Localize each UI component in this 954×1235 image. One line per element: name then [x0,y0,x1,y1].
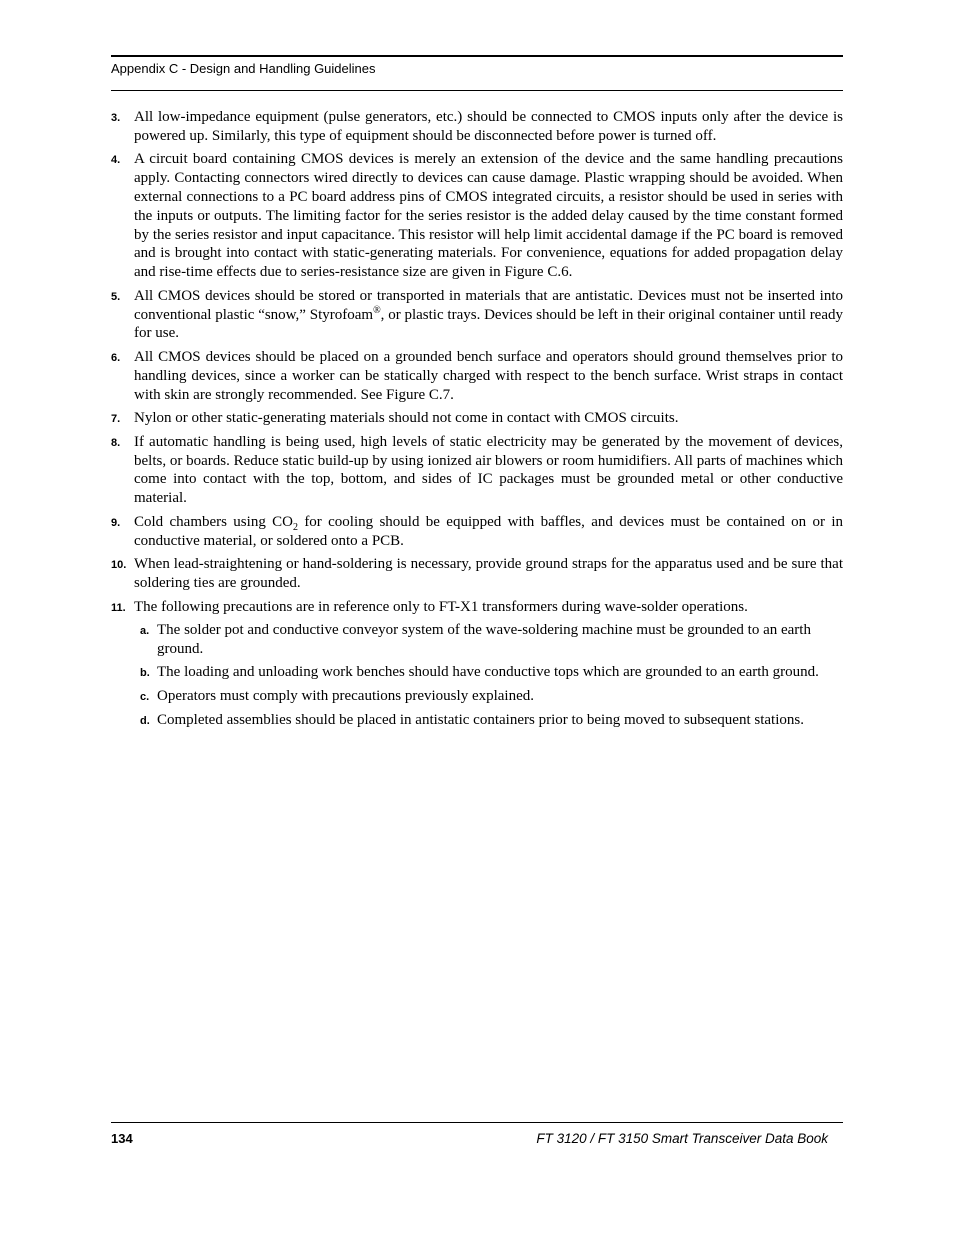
item-text: Cold chambers using CO [134,513,293,530]
item-text: All CMOS devices should be stored or transported in materials that are antistatic. Devices must not be inserted into conventional plastic “snow,” Styrofoam [134,287,843,323]
page-number: 134 [111,1131,133,1146]
item-number: 3. [111,112,121,124]
item-text: All CMOS devices should be placed on a grounded bench surface and operators should ground themselves prior to handling devices, since a worker can be statically charged with respect to the bench surface. Wrist straps in contact with skin are strongly recommended. See Figure C.7. [134,348,843,403]
list-item [111,287,843,343]
subscript-two: 2 [292,521,298,533]
item-text: If automatic handling is being used, high levels of static electricity may be generated by the movement of devices, belts, or boards. Reduce static build-up by using ionized air blowers or room humidifiers. All parts of machines which come into contact with the top, bottom, and sides of IC packages must be grounded metal or other conductive material. [134,433,843,507]
sub-item-letter: a. [140,625,150,638]
item-number: 10. [111,559,127,572]
sub-list-item [111,663,843,682]
sub-item-letter: b. [140,667,150,680]
header-top-rule [111,55,843,57]
item-number: 11. [111,601,126,614]
list-item [111,598,843,617]
item-number: 9. [111,516,121,529]
item-text: A circuit board containing CMOS devices is merely an extension of the device and the same handling precautions apply. Contacting connectors wired directly to devices can cause damage. Plastic wrapping should be avoided. When external connections to a PC board address pins of CMOS integrated circuits, a resistor should be used in series with the inputs or outputs. The limiting factor for the series resistor is the added delay caused by the time constant formed by the series resistor and input capacitance. This resistor will help limit accidental damage if the PC board is removed and is brought into contact with static-generating materials. For convenience, equations for added propagation delay and rise-time effects due to series-resistance size are given in Figure C.6. [134,151,843,281]
item-number: 7. [111,413,121,426]
item-text: Nylon or other static-generating materials should not come in contact with CMOS circuits. [134,410,679,427]
list-item [111,348,843,404]
item-number: 4. [111,154,121,167]
sub-item-letter: c. [140,691,150,704]
item-text-cont: for cooling should be equipped with baffles, and devices must be contained on or in conductive material, or soldered onto a PCB. [134,513,843,549]
item-number: 5. [111,290,121,303]
registered-mark: ® [373,304,381,316]
sub-item-text: The loading and unloading work benches should have conductive tops which are grounded to an earth ground. [157,664,819,681]
item-text: When lead-straightening or hand-soldering is necessary, provide ground straps for the apparatus used and be sure that soldering ties are grounded. [134,556,843,591]
sub-item-text: The solder pot and conductive conveyor system of the wave-soldering machine must be grounded to an earth ground. [157,622,811,657]
list-item [111,150,843,282]
footer-rule [111,1122,843,1123]
list-item [111,108,843,146]
sub-list-item [111,711,843,730]
item-text: All low-impedance equipment (pulse generators, etc.) should be connected to CMOS inputs only after the device is powered up. Similarly, this type of equipment should be disconnected before power is turned off. [134,109,843,144]
sub-item-text: Completed assemblies should be placed in antistatic containers prior to being moved to subsequent stations. [157,711,804,728]
sub-item-letter: d. [140,714,150,727]
item-number: 8. [111,436,121,449]
sub-list-item [111,621,843,659]
header-bottom-rule [111,90,843,91]
guidelines-list [111,108,843,734]
list-item [111,409,843,428]
item-text-cont: , or plastic trays. Devices should be left in their original container until ready for use. [134,306,843,342]
book-title: FT 3120 / FT 3150 Smart Transceiver Data Book [536,1131,828,1146]
sub-item-text: Operators must comply with precautions previously explained. [157,688,534,705]
list-item [111,513,843,551]
list-item [111,555,843,593]
item-number: 6. [111,351,121,364]
list-item [111,433,843,508]
sub-list-item [111,687,843,706]
running-header: Appendix C - Design and Handling Guidelines [111,61,376,76]
item-text: The following precautions are in reference only to FT-X1 transformers during wave-solder operations. [134,598,748,615]
